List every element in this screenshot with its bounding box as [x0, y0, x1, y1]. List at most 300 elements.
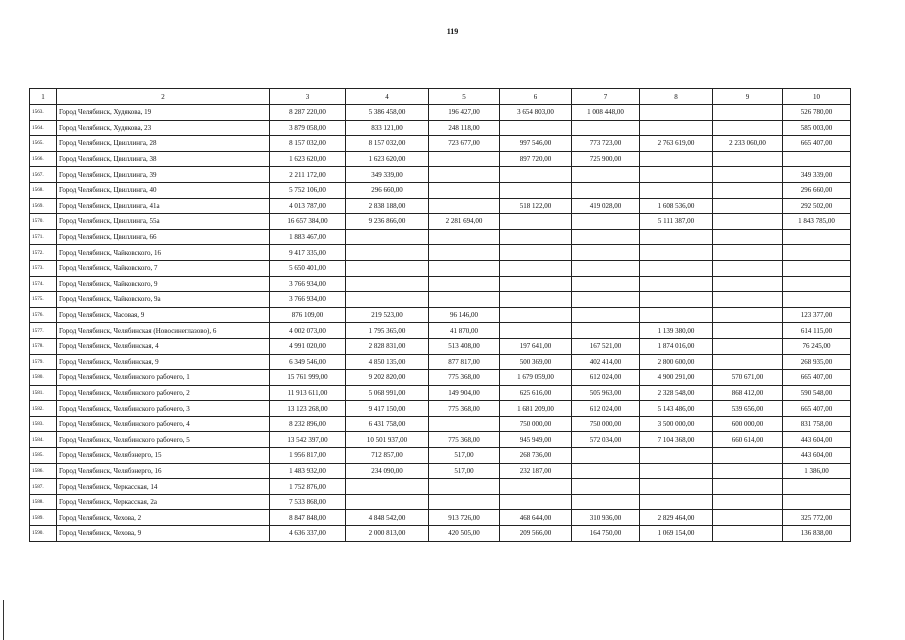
table-row — [30, 307, 851, 323]
amount-cell-col-10: 585 003,00 — [783, 120, 851, 136]
amount-cell-col-7 — [572, 448, 640, 464]
amount-cell-col-5: 517,00 — [429, 463, 500, 479]
row-number-cell: 1583. — [30, 416, 57, 432]
column-header-9: 9 — [713, 89, 783, 105]
column-header-5: 5 — [429, 89, 500, 105]
amount-cell-col-7: 750 000,00 — [572, 416, 640, 432]
row-number-cell: 1564. — [30, 120, 57, 136]
amount-cell-col-3: 11 913 611,00 — [270, 385, 346, 401]
margin-mark — [3, 600, 4, 640]
amount-cell-col-8: 4 900 291,00 — [640, 370, 713, 386]
row-number-cell: 1573. — [30, 260, 57, 276]
address-cell: Город Челябинск, Цвиллинга, 40 — [57, 182, 270, 198]
column-header-1: 1 — [30, 89, 57, 105]
amount-cell-col-6 — [500, 260, 572, 276]
amount-cell-col-9 — [713, 354, 783, 370]
amount-cell-col-7: 612 024,00 — [572, 370, 640, 386]
amount-cell-col-10: 665 407,00 — [783, 136, 851, 152]
amount-cell-col-10: 1 386,00 — [783, 463, 851, 479]
amount-cell-col-4 — [346, 494, 429, 510]
amount-cell-col-3: 5 752 106,00 — [270, 182, 346, 198]
address-cell: Город Челябинск, Чехова, 9 — [57, 526, 270, 542]
address-cell: Город Челябинск, Цвиллинга, 28 — [57, 136, 270, 152]
amount-cell-col-5 — [429, 229, 500, 245]
amount-cell-col-7: 310 936,00 — [572, 510, 640, 526]
row-number-cell: 1584. — [30, 432, 57, 448]
amount-cell-col-4: 9 417 150,00 — [346, 401, 429, 417]
amount-cell-col-9 — [713, 120, 783, 136]
amount-cell-col-5: 41 870,00 — [429, 323, 500, 339]
amount-cell-col-8 — [640, 494, 713, 510]
amount-cell-col-4: 9 236 866,00 — [346, 214, 429, 230]
address-cell: Город Челябинск, Челябинская, 9 — [57, 354, 270, 370]
table-row — [30, 151, 851, 167]
table-row — [30, 276, 851, 292]
amount-cell-col-9: 868 412,00 — [713, 385, 783, 401]
amount-cell-col-4: 4 848 542,00 — [346, 510, 429, 526]
amount-cell-col-9 — [713, 323, 783, 339]
address-cell: Город Челябинск, Чайковского, 16 — [57, 245, 270, 261]
amount-cell-col-10: 123 377,00 — [783, 307, 851, 323]
amount-cell-col-5 — [429, 167, 500, 183]
amount-cell-col-8 — [640, 229, 713, 245]
amount-cell-col-5: 723 677,00 — [429, 136, 500, 152]
amount-cell-col-6: 945 949,00 — [500, 432, 572, 448]
amount-cell-col-10 — [783, 229, 851, 245]
amount-cell-col-8: 2 829 464,00 — [640, 510, 713, 526]
amount-cell-col-4 — [346, 245, 429, 261]
address-cell: Город Челябинск, Челябинская (Новосинеглазово), 6 — [57, 323, 270, 339]
amount-cell-col-3: 13 123 268,00 — [270, 401, 346, 417]
amount-cell-col-7: 164 750,00 — [572, 526, 640, 542]
column-header-3: 3 — [270, 89, 346, 105]
amount-cell-col-7 — [572, 276, 640, 292]
amount-cell-col-9 — [713, 151, 783, 167]
amount-cell-col-3: 5 650 401,00 — [270, 260, 346, 276]
amount-cell-col-3: 4 013 787,00 — [270, 198, 346, 214]
amount-cell-col-5 — [429, 479, 500, 495]
table-row — [30, 370, 851, 386]
row-number-cell: 1582. — [30, 401, 57, 417]
amount-cell-col-7 — [572, 323, 640, 339]
amount-cell-col-7 — [572, 260, 640, 276]
table-row — [30, 510, 851, 526]
amount-cell-col-6: 209 566,00 — [500, 526, 572, 542]
page-number: 119 — [446, 27, 459, 36]
table-row — [30, 105, 851, 121]
amount-cell-col-3: 3 879 058,00 — [270, 120, 346, 136]
table-body — [30, 105, 851, 542]
address-cell: Город Челябинск, Чайковского, 9а — [57, 292, 270, 308]
amount-cell-col-6: 625 616,00 — [500, 385, 572, 401]
table-row — [30, 526, 851, 542]
amount-cell-col-7: 1 008 448,00 — [572, 105, 640, 121]
amount-cell-col-3: 3 766 934,00 — [270, 276, 346, 292]
amount-cell-col-7: 572 034,00 — [572, 432, 640, 448]
amount-cell-col-5: 149 904,00 — [429, 385, 500, 401]
amount-cell-col-9 — [713, 105, 783, 121]
amount-cell-col-9 — [713, 260, 783, 276]
amount-cell-col-8: 3 500 000,00 — [640, 416, 713, 432]
column-header-7: 7 — [572, 89, 640, 105]
address-cell: Город Челябинск, Цвиллинга, 66 — [57, 229, 270, 245]
column-header-2: 2 — [57, 89, 270, 105]
amount-cell-col-4: 234 090,00 — [346, 463, 429, 479]
address-cell: Город Челябинск, Челябэнерго, 15 — [57, 448, 270, 464]
amount-cell-col-9 — [713, 276, 783, 292]
address-cell: Город Челябинск, Челябинского рабочего, 4 — [57, 416, 270, 432]
amount-cell-col-10: 292 502,00 — [783, 198, 851, 214]
row-number-cell: 1569. — [30, 198, 57, 214]
amount-cell-col-7: 612 024,00 — [572, 401, 640, 417]
amount-cell-col-3: 8 847 848,00 — [270, 510, 346, 526]
amount-cell-col-8: 1 608 536,00 — [640, 198, 713, 214]
amount-cell-col-7 — [572, 120, 640, 136]
table-row — [30, 167, 851, 183]
amount-cell-col-6 — [500, 276, 572, 292]
amount-cell-col-6: 518 122,00 — [500, 198, 572, 214]
amount-cell-col-9 — [713, 167, 783, 183]
table-row — [30, 214, 851, 230]
amount-cell-col-4: 1 623 620,00 — [346, 151, 429, 167]
address-cell: Город Челябинск, Челябинского рабочего, 3 — [57, 401, 270, 417]
amount-cell-col-7: 419 028,00 — [572, 198, 640, 214]
amount-cell-col-4 — [346, 479, 429, 495]
table-row — [30, 479, 851, 495]
amount-cell-col-9: 660 614,00 — [713, 432, 783, 448]
row-number-cell: 1563. — [30, 105, 57, 121]
amount-cell-col-8 — [640, 245, 713, 261]
amount-cell-col-6 — [500, 229, 572, 245]
amount-cell-col-3: 2 211 172,00 — [270, 167, 346, 183]
amount-cell-col-10: 614 115,00 — [783, 323, 851, 339]
address-cell: Город Челябинск, Челябинского рабочего, 1 — [57, 370, 270, 386]
row-number-cell: 1579. — [30, 354, 57, 370]
row-number-cell: 1570. — [30, 214, 57, 230]
amount-cell-col-3: 1 623 620,00 — [270, 151, 346, 167]
amount-cell-col-3: 1 956 817,00 — [270, 448, 346, 464]
amount-cell-col-4: 8 157 032,00 — [346, 136, 429, 152]
address-cell: Город Челябинск, Худякова, 23 — [57, 120, 270, 136]
amount-cell-col-6 — [500, 307, 572, 323]
amount-cell-col-8: 2 800 600,00 — [640, 354, 713, 370]
amount-cell-col-6: 1 681 209,00 — [500, 401, 572, 417]
amount-cell-col-9: 570 671,00 — [713, 370, 783, 386]
amount-cell-col-8 — [640, 463, 713, 479]
amount-cell-col-5: 775 368,00 — [429, 401, 500, 417]
amount-cell-col-6: 500 369,00 — [500, 354, 572, 370]
amount-cell-col-4: 2 828 831,00 — [346, 338, 429, 354]
amount-cell-col-9 — [713, 198, 783, 214]
amount-cell-col-8 — [640, 479, 713, 495]
amount-cell-col-6: 1 679 059,00 — [500, 370, 572, 386]
amount-cell-col-3: 9 417 335,00 — [270, 245, 346, 261]
amount-cell-col-3: 15 761 999,00 — [270, 370, 346, 386]
amount-cell-col-9 — [713, 494, 783, 510]
amount-cell-col-5 — [429, 198, 500, 214]
amount-cell-col-5 — [429, 182, 500, 198]
table-row — [30, 463, 851, 479]
table-row — [30, 198, 851, 214]
amount-cell-col-8: 7 104 368,00 — [640, 432, 713, 448]
amount-cell-col-3: 1 883 467,00 — [270, 229, 346, 245]
row-number-cell: 1571. — [30, 229, 57, 245]
address-cell: Город Челябинск, Чехова, 2 — [57, 510, 270, 526]
amount-cell-col-3: 1 752 876,00 — [270, 479, 346, 495]
amount-cell-col-10: 268 935,00 — [783, 354, 851, 370]
amount-cell-col-9 — [713, 182, 783, 198]
amount-cell-col-4: 296 660,00 — [346, 182, 429, 198]
amount-cell-col-9 — [713, 479, 783, 495]
row-number-cell: 1585. — [30, 448, 57, 464]
amount-cell-col-3: 876 109,00 — [270, 307, 346, 323]
table-row — [30, 494, 851, 510]
amount-cell-col-5: 877 817,00 — [429, 354, 500, 370]
amount-cell-col-6 — [500, 214, 572, 230]
amount-cell-col-8 — [640, 448, 713, 464]
table-row — [30, 354, 851, 370]
column-header-8: 8 — [640, 89, 713, 105]
amount-cell-col-5: 420 505,00 — [429, 526, 500, 542]
table-row — [30, 448, 851, 464]
amount-cell-col-3: 8 157 032,00 — [270, 136, 346, 152]
amount-cell-col-3: 16 657 384,00 — [270, 214, 346, 230]
column-header-10: 10 — [783, 89, 851, 105]
amount-cell-col-10: 349 339,00 — [783, 167, 851, 183]
data-table — [29, 88, 851, 542]
amount-cell-col-6: 750 000,00 — [500, 416, 572, 432]
amount-cell-col-5: 513 408,00 — [429, 338, 500, 354]
address-cell: Город Челябинск, Цвиллинга, 38 — [57, 151, 270, 167]
amount-cell-col-9: 600 000,00 — [713, 416, 783, 432]
amount-cell-col-8 — [640, 307, 713, 323]
amount-cell-col-6: 197 641,00 — [500, 338, 572, 354]
amount-cell-col-8 — [640, 276, 713, 292]
amount-cell-col-4 — [346, 276, 429, 292]
table-row — [30, 229, 851, 245]
amount-cell-col-5: 248 118,00 — [429, 120, 500, 136]
table-header-row — [30, 89, 851, 105]
amount-cell-col-6 — [500, 323, 572, 339]
amount-cell-col-7 — [572, 214, 640, 230]
amount-cell-col-5 — [429, 494, 500, 510]
address-cell: Город Челябинск, Черкасская, 14 — [57, 479, 270, 495]
amount-cell-col-7 — [572, 479, 640, 495]
amount-cell-col-7 — [572, 463, 640, 479]
address-cell: Город Челябинск, Чайковского, 9 — [57, 276, 270, 292]
amount-cell-col-8 — [640, 167, 713, 183]
address-cell: Город Челябинск, Цвиллинга, 39 — [57, 167, 270, 183]
amount-cell-col-6 — [500, 494, 572, 510]
address-cell: Город Челябинск, Цвиллинга, 41а — [57, 198, 270, 214]
address-cell: Город Челябинск, Худякова, 19 — [57, 105, 270, 121]
amount-cell-col-9: 539 656,00 — [713, 401, 783, 417]
amount-cell-col-4: 9 202 820,00 — [346, 370, 429, 386]
amount-cell-col-4: 5 068 991,00 — [346, 385, 429, 401]
amount-cell-col-10: 296 660,00 — [783, 182, 851, 198]
amount-cell-col-4: 10 501 937,00 — [346, 432, 429, 448]
address-cell: Город Челябинск, Часовая, 9 — [57, 307, 270, 323]
amount-cell-col-7: 402 414,00 — [572, 354, 640, 370]
amount-cell-col-4: 6 431 758,00 — [346, 416, 429, 432]
amount-cell-col-10: 76 245,00 — [783, 338, 851, 354]
row-number-cell: 1567. — [30, 167, 57, 183]
address-cell: Город Челябинск, Челябинского рабочего, 2 — [57, 385, 270, 401]
amount-cell-col-3: 8 287 220,00 — [270, 105, 346, 121]
amount-cell-col-7 — [572, 307, 640, 323]
amount-cell-col-6 — [500, 182, 572, 198]
amount-cell-col-10: 1 843 785,00 — [783, 214, 851, 230]
amount-cell-col-8 — [640, 260, 713, 276]
amount-cell-col-4: 1 795 365,00 — [346, 323, 429, 339]
amount-cell-col-6 — [500, 479, 572, 495]
amount-cell-col-5: 2 281 694,00 — [429, 214, 500, 230]
amount-cell-col-10 — [783, 276, 851, 292]
amount-cell-col-9: 2 233 060,00 — [713, 136, 783, 152]
amount-cell-col-6: 997 546,00 — [500, 136, 572, 152]
amount-cell-col-9 — [713, 307, 783, 323]
amount-cell-col-5 — [429, 292, 500, 308]
amount-cell-col-7 — [572, 229, 640, 245]
amount-cell-col-5: 196 427,00 — [429, 105, 500, 121]
amount-cell-col-6 — [500, 245, 572, 261]
amount-cell-col-8 — [640, 120, 713, 136]
row-number-cell: 1578. — [30, 338, 57, 354]
address-cell: Город Челябинск, Челябэнерго, 16 — [57, 463, 270, 479]
table-row — [30, 292, 851, 308]
amount-cell-col-10 — [783, 494, 851, 510]
amount-cell-col-3: 7 533 868,00 — [270, 494, 346, 510]
row-number-cell: 1568. — [30, 182, 57, 198]
amount-cell-col-8: 5 143 486,00 — [640, 401, 713, 417]
amount-cell-col-7: 167 521,00 — [572, 338, 640, 354]
table-row — [30, 338, 851, 354]
table-row — [30, 120, 851, 136]
amount-cell-col-7: 505 963,00 — [572, 385, 640, 401]
amount-cell-col-10: 325 772,00 — [783, 510, 851, 526]
amount-cell-col-6 — [500, 167, 572, 183]
amount-cell-col-10: 526 780,00 — [783, 105, 851, 121]
amount-cell-col-3: 4 991 020,00 — [270, 338, 346, 354]
amount-cell-col-5 — [429, 276, 500, 292]
amount-cell-col-8 — [640, 151, 713, 167]
amount-cell-col-7 — [572, 494, 640, 510]
amount-cell-col-5: 775 368,00 — [429, 370, 500, 386]
amount-cell-col-3: 8 232 896,00 — [270, 416, 346, 432]
amount-cell-col-8: 2 328 548,00 — [640, 385, 713, 401]
table-row — [30, 432, 851, 448]
amount-cell-col-9 — [713, 510, 783, 526]
row-number-cell: 1586. — [30, 463, 57, 479]
amount-cell-col-7 — [572, 292, 640, 308]
amount-cell-col-5: 96 146,00 — [429, 307, 500, 323]
amount-cell-col-4 — [346, 260, 429, 276]
table-row — [30, 401, 851, 417]
amount-cell-col-10: 590 548,00 — [783, 385, 851, 401]
amount-cell-col-7 — [572, 245, 640, 261]
row-number-cell: 1587. — [30, 479, 57, 495]
amount-cell-col-4: 349 339,00 — [346, 167, 429, 183]
row-number-cell: 1581. — [30, 385, 57, 401]
row-number-cell: 1574. — [30, 276, 57, 292]
amount-cell-col-6: 897 720,00 — [500, 151, 572, 167]
amount-cell-col-6 — [500, 120, 572, 136]
amount-cell-col-6 — [500, 292, 572, 308]
row-number-cell: 1572. — [30, 245, 57, 261]
amount-cell-col-8 — [640, 182, 713, 198]
amount-cell-col-3: 3 766 934,00 — [270, 292, 346, 308]
amount-cell-col-9 — [713, 245, 783, 261]
amount-cell-col-4 — [346, 292, 429, 308]
column-header-6: 6 — [500, 89, 572, 105]
amount-cell-col-10 — [783, 245, 851, 261]
amount-cell-col-7: 773 723,00 — [572, 136, 640, 152]
amount-cell-col-9 — [713, 526, 783, 542]
amount-cell-col-5: 913 726,00 — [429, 510, 500, 526]
column-header-4: 4 — [346, 89, 429, 105]
amount-cell-col-5 — [429, 260, 500, 276]
row-number-cell: 1588. — [30, 494, 57, 510]
amount-cell-col-6: 232 187,00 — [500, 463, 572, 479]
amount-cell-col-8 — [640, 292, 713, 308]
amount-cell-col-9 — [713, 338, 783, 354]
amount-cell-col-6: 3 654 803,00 — [500, 105, 572, 121]
amount-cell-col-7: 725 900,00 — [572, 151, 640, 167]
table-row — [30, 385, 851, 401]
table-row — [30, 245, 851, 261]
amount-cell-col-3: 13 542 397,00 — [270, 432, 346, 448]
amount-cell-col-9 — [713, 214, 783, 230]
amount-cell-col-9 — [713, 448, 783, 464]
amount-cell-col-10: 831 758,00 — [783, 416, 851, 432]
address-cell: Город Челябинск, Черкасская, 2а — [57, 494, 270, 510]
amount-cell-col-9 — [713, 463, 783, 479]
amount-cell-col-5 — [429, 416, 500, 432]
row-number-cell: 1575. — [30, 292, 57, 308]
amount-cell-col-10: 443 604,00 — [783, 448, 851, 464]
row-number-cell: 1580. — [30, 370, 57, 386]
amount-cell-col-9 — [713, 292, 783, 308]
amount-cell-col-7 — [572, 167, 640, 183]
amount-cell-col-3: 1 483 932,00 — [270, 463, 346, 479]
amount-cell-col-5: 775 368,00 — [429, 432, 500, 448]
amount-cell-col-10 — [783, 260, 851, 276]
amount-cell-col-8: 5 111 387,00 — [640, 214, 713, 230]
amount-cell-col-5 — [429, 245, 500, 261]
amount-cell-col-4: 219 523,00 — [346, 307, 429, 323]
amount-cell-col-4: 5 386 458,00 — [346, 105, 429, 121]
address-cell: Город Челябинск, Чайковского, 7 — [57, 260, 270, 276]
amount-cell-col-8 — [640, 105, 713, 121]
amount-cell-col-8: 1 139 380,00 — [640, 323, 713, 339]
table-row — [30, 182, 851, 198]
amount-cell-col-10: 665 407,00 — [783, 401, 851, 417]
row-number-cell: 1566. — [30, 151, 57, 167]
amount-cell-col-9 — [713, 229, 783, 245]
amount-cell-col-10 — [783, 151, 851, 167]
table-row — [30, 416, 851, 432]
amount-cell-col-8: 1 874 016,00 — [640, 338, 713, 354]
amount-cell-col-3: 6 349 546,00 — [270, 354, 346, 370]
amount-cell-col-4: 833 121,00 — [346, 120, 429, 136]
table-row — [30, 136, 851, 152]
amount-cell-col-4 — [346, 229, 429, 245]
row-number-cell: 1565. — [30, 136, 57, 152]
table-row — [30, 260, 851, 276]
amount-cell-col-6: 468 644,00 — [500, 510, 572, 526]
amount-cell-col-3: 4 636 337,00 — [270, 526, 346, 542]
amount-cell-col-7 — [572, 182, 640, 198]
